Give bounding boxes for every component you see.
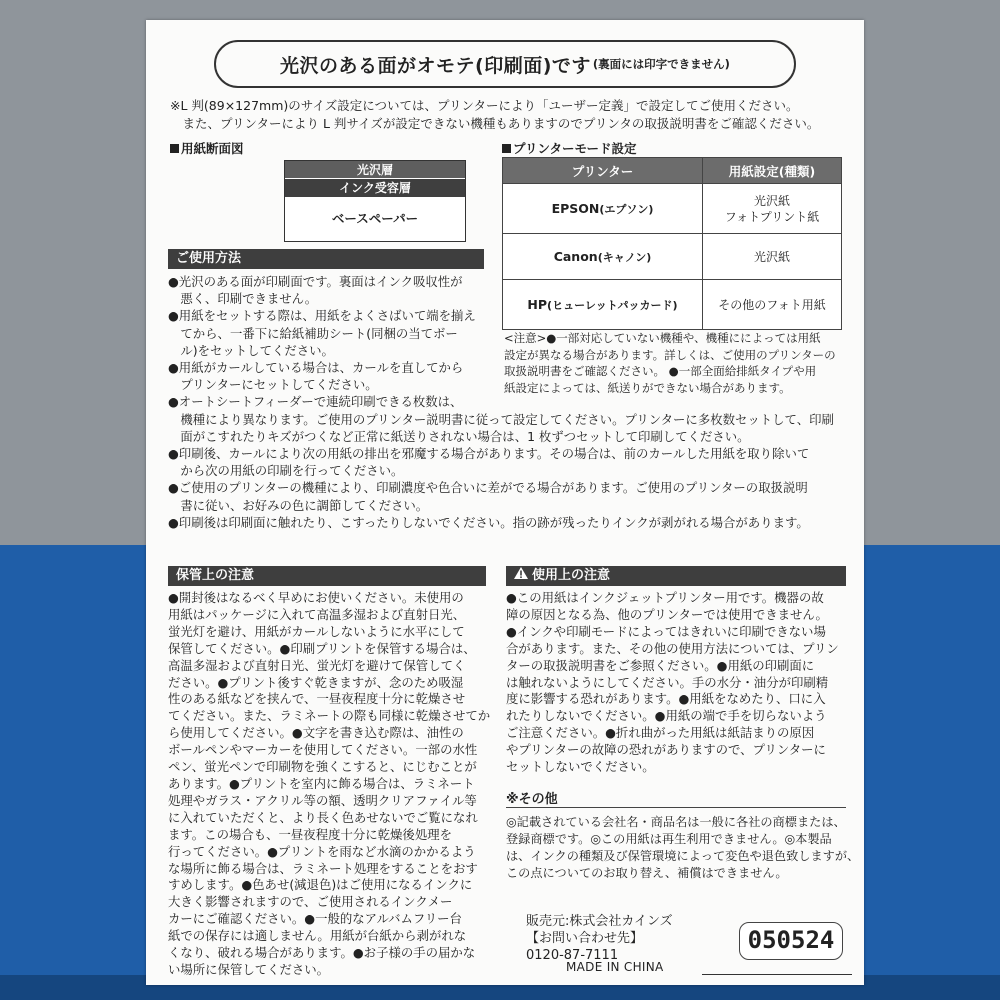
- layer-ink-receptive: インク受容層: [285, 179, 465, 197]
- square-bullet-icon: [170, 144, 179, 153]
- printer-name: Canon(キャノン): [503, 234, 703, 280]
- table-header-row: [503, 158, 842, 184]
- table-header-setting: 用紙設定(種類): [703, 158, 842, 184]
- caution-use-text: ●この用紙はインクジェットプリンター用です。機器の故 障の原因となる為、他のプリンターでは使用できません。 ●インクや印刷モードによってはきれいに印刷できない場 合があります。また、その他の使用方法については、プリン ターの取扱説明書をご参照ください。●用紙の印刷面に は触れないようにしてください。手の水分・油分が印刷精 度に影響する恐れがあります。●用紙をなめたり、口に入 れたりしないでください。●用紙の端で手を切らないよう ご注意ください。●折れ曲がった用紙は紙詰まりの原因 やプリンターの故障の恐れがありますので、プリンターに セットしないでください。: [506, 590, 839, 775]
- usage-text: ●光沢のある面が印刷面です。裏面はインク吸収性が 悪く、印刷できません。 ●用紙をセットする際は、用紙をよくさばいて端を揃え てから、一番下に給紙補助シート(同梱の当てボー ル)をセットしてください。 ●用紙がカールしている場合は、カールを直してから プリンターにセットしてください。 ●オートシートフィーダーで連続印刷できる枚数は、 機種により異なります。ご使用のプリンター説明書に従って設定してください。プリンターに多枚数セットして、印刷 面がこすれたりキズがつくなど正常に紙送りされない場合は、1 枚ずつセットして印刷してください。 ●印刷後、カールにより次の用紙の排出を邪魔する場合があります。その場合は、前のカールした用紙を取り除いて から次の用紙の印刷を行ってください。 ●ご使用のプリンターの機種により、印刷濃度や色合いに差がでる場合があります。ご使用のプリンターの取扱説明 書に従い、お好みの色に調節してください。 ●印刷後は印刷面に触れたり、こすったりしないでください。指の跡が残ったりインクが剥がれる場合があります。: [168, 274, 834, 530]
- other-text: ◎記載されている会社名・商品名は一般に各社の商標または、 登録商標です。◎この用紙は再生利用できません。◎本製品 は、インクの種類及び保管環境によって変色や退色致しますが、 この点についてのお取り替え、補償はできません。: [506, 815, 860, 880]
- note-line-2: また、プリンターにより L 判サイズが設定できない機種もありますのでプリンタの取扱説明書をご確認ください。: [170, 116, 820, 131]
- usage-title: ご使用方法: [168, 249, 484, 269]
- printer-name: EPSON(エプソン): [503, 184, 703, 234]
- seller-info: 販売元:株式会社カインズ 【お問い合わせ先】 0120-87-7111: [526, 914, 673, 963]
- caution-use-title: 使用上の注意: [506, 566, 846, 586]
- product-code: 050524: [739, 922, 843, 960]
- cross-section-diagram: [284, 160, 466, 242]
- square-bullet-icon: [502, 144, 511, 153]
- table-row: [503, 184, 842, 234]
- printer-mode-label: プリンターモード設定: [502, 139, 637, 157]
- layer-base-paper: ベースペーパー: [285, 197, 465, 241]
- storage-text: ●開封後はなるべく早めにお使いください。未使用の 用紙はパッケージに入れて高温多湿および直射日光、 蛍光灯を避け、用紙がカールしないように水平にして 保管してください。●印刷プリントを保管する場合は、 高温多湿および直射日光、蛍光灯を避けて保管してく ださい。●プリント後すぐ乾きますが、念のため吸湿 性のある紙などを挟んで、一昼夜程度十分に乾燥させ てください。また、ラミネートの際も同様に乾燥させてか ら使用してください。●文字を書き込む際は、油性の ボールペンやマーカーを使用してください。一部の水性 ペン、蛍光ペンで印刷物を強くこすると、にじむことが あります。●プリントを室内に飾る場合は、ラミネート 処理やガラス・アクリル等の額、透明クリアファイル等 に入れていただくと、より長く色あせないでご覧になれ ます。この場合も、一昼夜程度十分に乾燥後処理を 行ってください。●プリントを雨など水滴のかかるよう な場所に飾る場合は、ラミネート処理をすることをおす すめします。●色あせ(減退色)はご使用になるインクに 大きく影響されますので、ご使用されるインクメー カーにご確認ください。●一般的なアルバムフリー台 紙での保存には適しません。用紙が台紙から剥がれな くなり、破れる場合があります。●お子様の手の届かな い場所に保管してください。: [168, 590, 491, 977]
- warning-icon: [514, 566, 528, 586]
- header-box: [214, 40, 796, 88]
- other-divider: [506, 807, 846, 808]
- other-title: ※その他: [506, 792, 558, 807]
- printer-mode-caution: <注意>●一部対応していない機種や、機種にによっては用紙 設定が異なる場合があります。詳しくは、ご使用のプリンターの 取扱説明書をご確認ください。 ●一部全面給排紙タイプや用 紙設定によっては、紙送りができない場合があります。: [504, 331, 836, 395]
- paper-setting: その他のフォト用紙: [703, 280, 842, 330]
- table-header-printer: プリンター: [503, 158, 703, 184]
- note-line-1: ※L 判(89×127mm)のサイズ設定については、プリンターにより「ユーザー定義」で設定してご使用ください。: [170, 98, 799, 113]
- paper-setting: 光沢紙 フォトプリント紙: [703, 184, 842, 234]
- printer-name: HP(ヒューレットパッカード): [503, 280, 703, 330]
- made-in-underline: [702, 974, 852, 975]
- header-sub: (裏面には印字できません): [592, 57, 730, 71]
- made-in-label: MADE IN CHINA: [566, 960, 664, 974]
- cross-section-label: 用紙断面図: [170, 139, 244, 157]
- storage-title: 保管上の注意: [168, 566, 486, 586]
- instruction-sheet: [146, 20, 864, 985]
- layer-gloss: 光沢層: [285, 161, 465, 179]
- header-main: 光沢のある面がオモテ(印刷面)です: [280, 54, 591, 77]
- paper-setting: 光沢紙: [703, 234, 842, 280]
